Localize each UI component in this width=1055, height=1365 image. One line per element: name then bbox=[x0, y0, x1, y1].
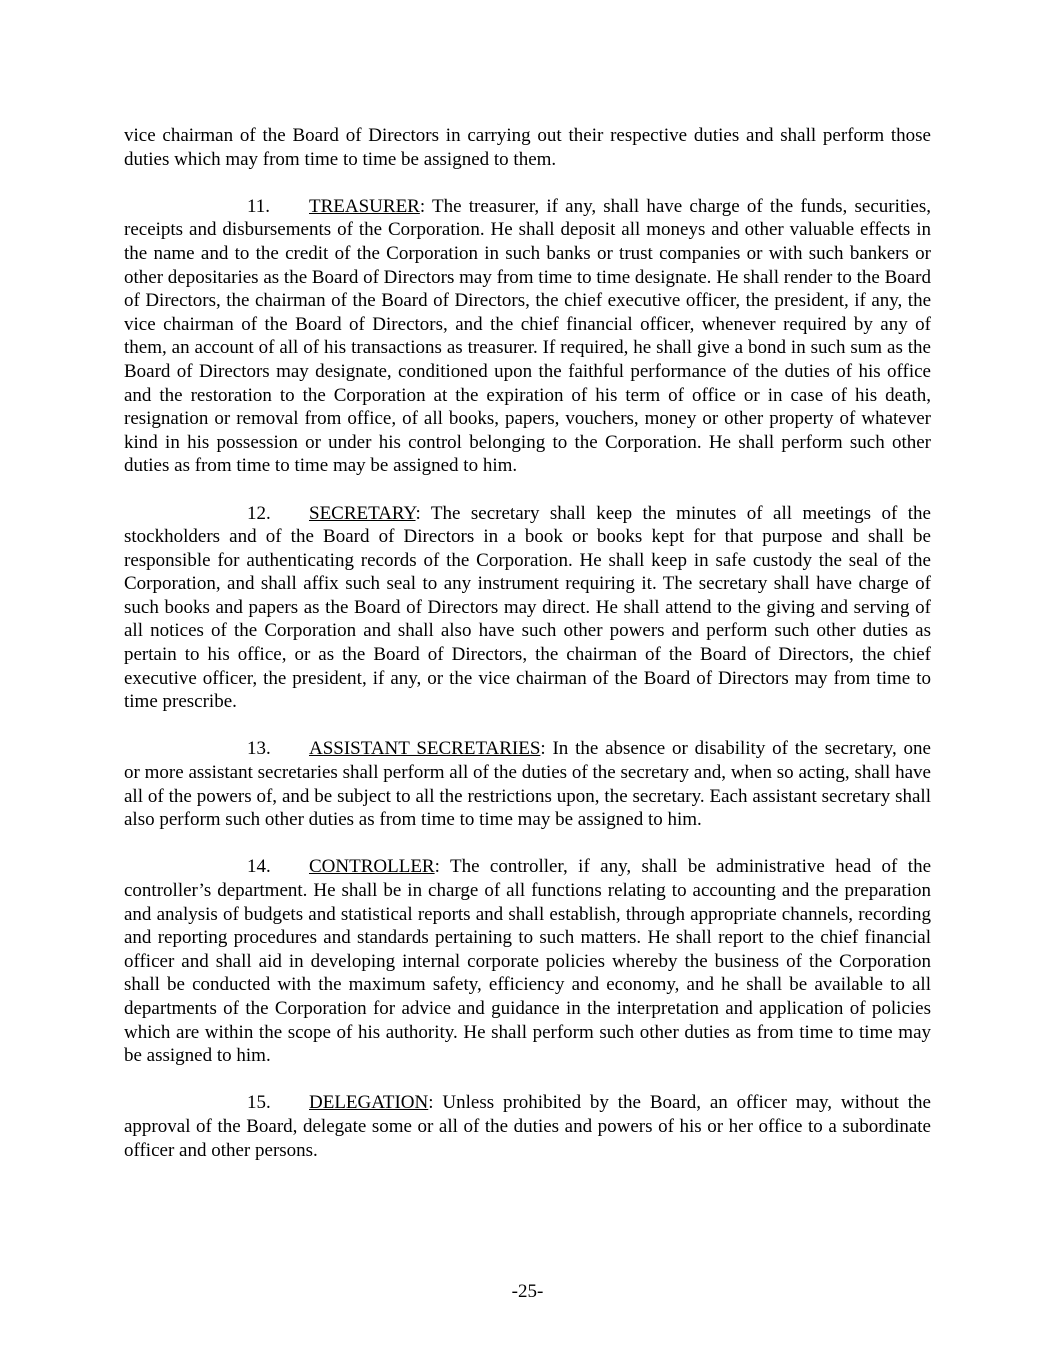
section-text: In the absence or disability of the secretary, one or more assistant secretaries shall perform all of the duties of the secretary and, when so acting, shall have all of the powers of, and be subject to all the restrictions upon, the secretary. Each assistant secretary shall also perform such other duties as from time to time may be assigned to him. bbox=[124, 738, 931, 831]
section-heading-assistant-secretaries: ASSISTANT SECRETARIES bbox=[309, 738, 541, 760]
section-12-paragraph bbox=[124, 502, 931, 714]
section-separator: : bbox=[419, 195, 426, 217]
section-heading-treasurer: TREASURER bbox=[309, 195, 420, 217]
page-number: -25- bbox=[511, 1281, 544, 1302]
section-14-paragraph bbox=[124, 855, 931, 1067]
section-number: 12. bbox=[247, 502, 271, 524]
section-heading-controller: CONTROLLER bbox=[309, 856, 435, 878]
section-number: 13. bbox=[247, 738, 271, 760]
section-separator: : bbox=[428, 1092, 434, 1114]
section-text: Unless prohibited by the Board, an officer may, without the approval of the Board, delegate some or all of the duties and powers of his or her office to a subordinate officer and other persons. bbox=[124, 1092, 931, 1161]
section-number: 11. bbox=[247, 195, 271, 217]
section-separator: : bbox=[415, 502, 421, 524]
section-separator: : bbox=[540, 738, 546, 760]
section-text: The controller, if any, shall be administrative head of the controller’s department. He shall be in charge of all functions relating to accounting and the preparation and analysis of budgets and statistical reports and shall establish, through appropriate channels, recording and reporting procedures and standards pertaining to such matters. He shall report to the chief financial officer and shall aid in developing internal corporate policies whereby the business of the Corporation shall be conducted with the maximum safety, efficiency and economy, and he shall be available to all departments of the Corporation for advice and guidance in the interpretation and application of policies which are within the scope of his authority. He shall perform such other duties as from time to time may be assigned to him. bbox=[124, 856, 931, 1067]
section-15-paragraph bbox=[124, 1091, 931, 1162]
document-body bbox=[124, 124, 931, 1186]
section-text: The secretary shall keep the minutes of all meetings of the stockholders and of the Board of Directors in a book or books kept for that purpose and shall be responsible for authenticating records of the Corporation. He shall keep in safe custody the seal of the Corporation, and shall affix such seal to any instrument requiring it. The secretary shall have charge of such books and papers as the Board of Directors may direct. He shall attend to the giving and serving of all notices of the Corporation and shall also have such other powers and perform such other duties as pertain to his office, or as the Board of Directors, the chairman of the Board of Directors, the chief executive officer, the president, if any, or the vice chairman of the Board of Directors may from time to time prescribe. bbox=[124, 502, 931, 713]
continuation-paragraph: vice chairman of the Board of Directors in carrying out their respective duties and shall perform those duties which may from time to time be assigned to them. bbox=[124, 125, 931, 170]
section-separator: : bbox=[434, 856, 440, 878]
section-number: 15. bbox=[247, 1092, 271, 1114]
section-11-paragraph bbox=[124, 195, 931, 478]
section-text: The treasurer, if any, shall have charge of the funds, securities, receipts and disbursements of the Corporation. He shall deposit all moneys and other valuable effects in the name and to the credit of the Corporation in such banks or trust companies or with such bankers or other depositaries as the Board of Directors may from time to time designate. He shall render to the Board of Directors, the chairman of the Board of Directors, the chief executive officer, the president, if any, the vice chairman of the Board of Directors, and the chief financial officer, whenever required by any of them, an account of all of his transactions as treasurer. If required, he shall give a bond in such sum as the Board of Directors may designate, conditioned upon the faithful performance of the duties of his office and the restoration to the Corporation at the expiration of his term of office or in case of his death, resignation or removal from office, of all books, papers, vouchers, money or other property of whatever kind in his possession or under his control belonging to the Corporation. He shall perform such other duties as from time to time may be assigned to him. bbox=[124, 195, 931, 477]
section-number: 14. bbox=[247, 856, 271, 878]
section-heading-delegation: DELEGATION bbox=[309, 1092, 429, 1114]
section-13-paragraph bbox=[124, 737, 931, 831]
section-heading-secretary: SECRETARY bbox=[309, 502, 416, 524]
